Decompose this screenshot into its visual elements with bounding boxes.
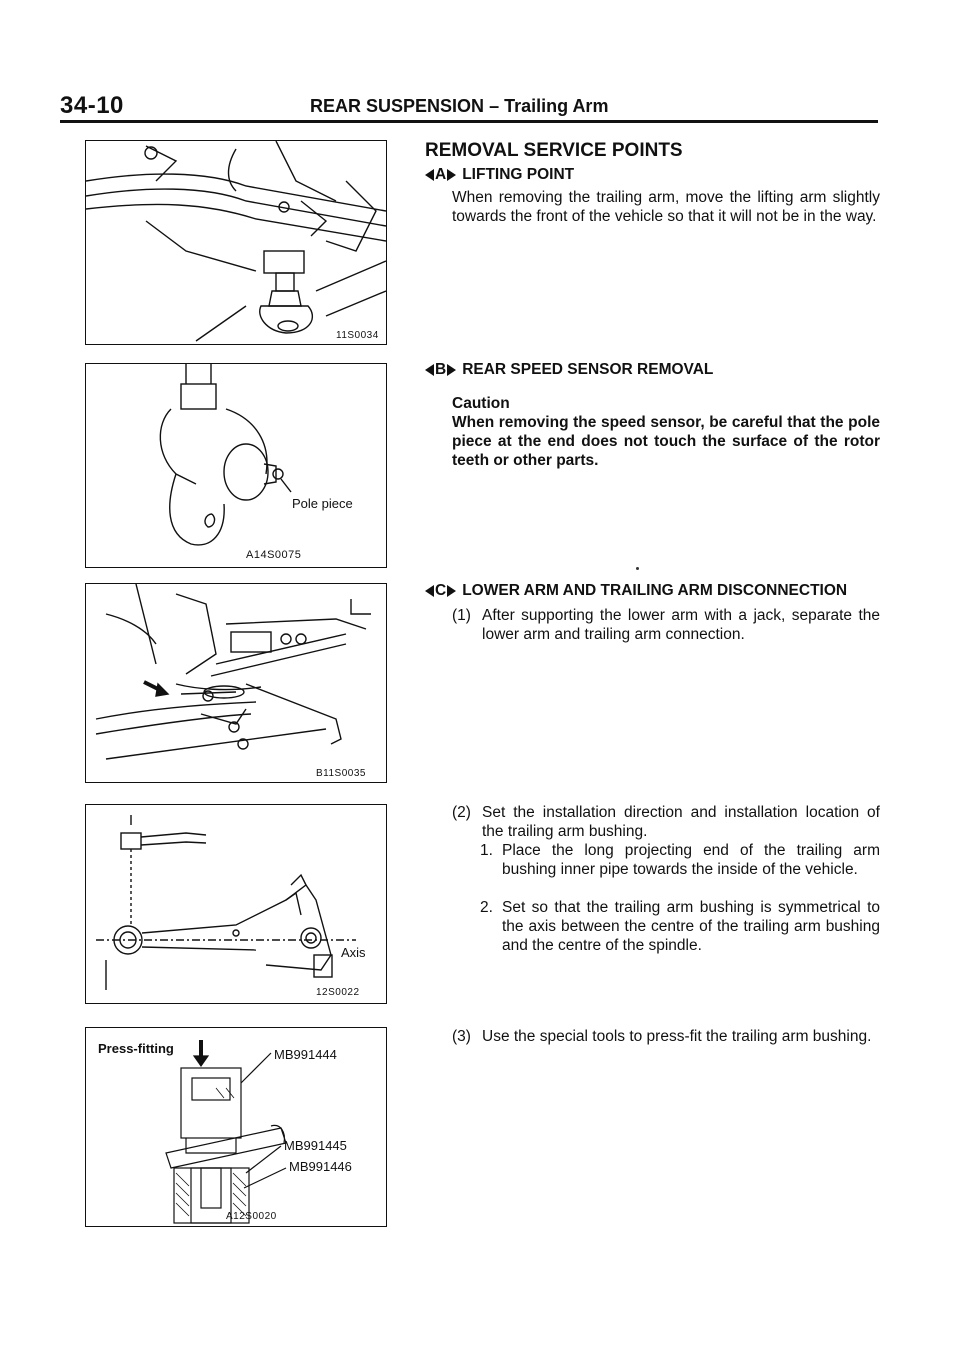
axis-label: Axis <box>341 945 366 960</box>
caution-label: Caution <box>452 395 510 412</box>
left-triangle-icon <box>425 364 434 376</box>
speed-sensor-illustration <box>86 364 386 567</box>
press-fitting-illustration <box>86 1028 386 1226</box>
section-a-heading <box>425 166 574 184</box>
page-header <box>60 92 878 120</box>
page-number: 34-10 <box>60 92 124 119</box>
figure-code: 12S0022 <box>316 987 360 998</box>
lower-arm-illustration <box>86 584 386 782</box>
section-a-title: LIFTING POINT <box>462 166 575 183</box>
press-fitting-label: Press-fitting <box>98 1041 174 1056</box>
figure-press-fitting <box>85 1027 387 1227</box>
section-a-tag: A <box>425 166 456 184</box>
pole-piece-label: Pole piece <box>292 496 353 511</box>
figure-code: B11S0035 <box>316 768 366 779</box>
tool-label-mb991445: MB991445 <box>284 1138 347 1153</box>
figure-code: A12S0020 <box>226 1211 277 1222</box>
step-2: (2) Set the installation direction and installation location of the trailing arm bushing. <box>452 804 880 840</box>
substep-1: 1. Place the long projecting end of the trailing arm bushing inner pipe towards the inside of the vehicle. <box>480 842 880 878</box>
tool-label-mb991446: MB991446 <box>289 1159 352 1174</box>
left-triangle-icon <box>425 585 434 597</box>
figure-code: A14S0075 <box>246 549 302 561</box>
section-b-title: REAR SPEED SENSOR REMOVAL <box>462 361 714 378</box>
substep-2: 2. Set so that the trailing arm bushing is symmetrical to the axis between the centre of the trailing arm bushing and the centre of the spindle. <box>480 899 880 954</box>
section-title: REAR SUSPENSION <box>310 96 485 116</box>
right-triangle-icon <box>447 169 456 181</box>
left-triangle-icon <box>425 169 434 181</box>
right-triangle-icon <box>447 585 456 597</box>
lifting-point-illustration <box>86 141 386 344</box>
section-b-tag: B <box>425 361 456 379</box>
section-a-body: When removing the trailing arm, move the lifting arm slightly towards the front of the vehicle so that it will not be in the way. <box>452 189 880 225</box>
header-rule <box>60 120 878 123</box>
step-1: (1) After supporting the lower arm with a jack, separate the lower arm and trailing arm connection. <box>452 607 880 643</box>
figure-speed-sensor <box>85 363 387 568</box>
stray-dot <box>636 567 639 570</box>
section-c-title: LOWER ARM AND TRAILING ARM DISCONNECTION <box>462 582 848 599</box>
trailing-arm-axis-illustration <box>86 805 386 1003</box>
right-triangle-icon <box>447 364 456 376</box>
caution-text: When removing the speed sensor, be careful that the pole piece at the end does not touch the surface of the rotor teeth or other parts. <box>452 414 880 469</box>
figure-code: 11S0034 <box>336 330 379 341</box>
subsection-title: Trailing Arm <box>504 96 609 116</box>
main-heading: REMOVAL SERVICE POINTS <box>425 140 683 161</box>
figure-lifting-point <box>85 140 387 345</box>
step-3: (3) Use the special tools to press-fit the trailing arm bushing. <box>452 1028 872 1045</box>
figure-lower-arm <box>85 583 387 783</box>
section-c-heading <box>425 582 847 600</box>
section-c-tag: C <box>425 582 456 600</box>
figure-trailing-arm-axis <box>85 804 387 1004</box>
tool-label-mb991444: MB991444 <box>274 1047 337 1062</box>
section-b-heading <box>425 361 713 379</box>
header-title <box>310 96 608 117</box>
title-separator: – <box>489 96 500 116</box>
